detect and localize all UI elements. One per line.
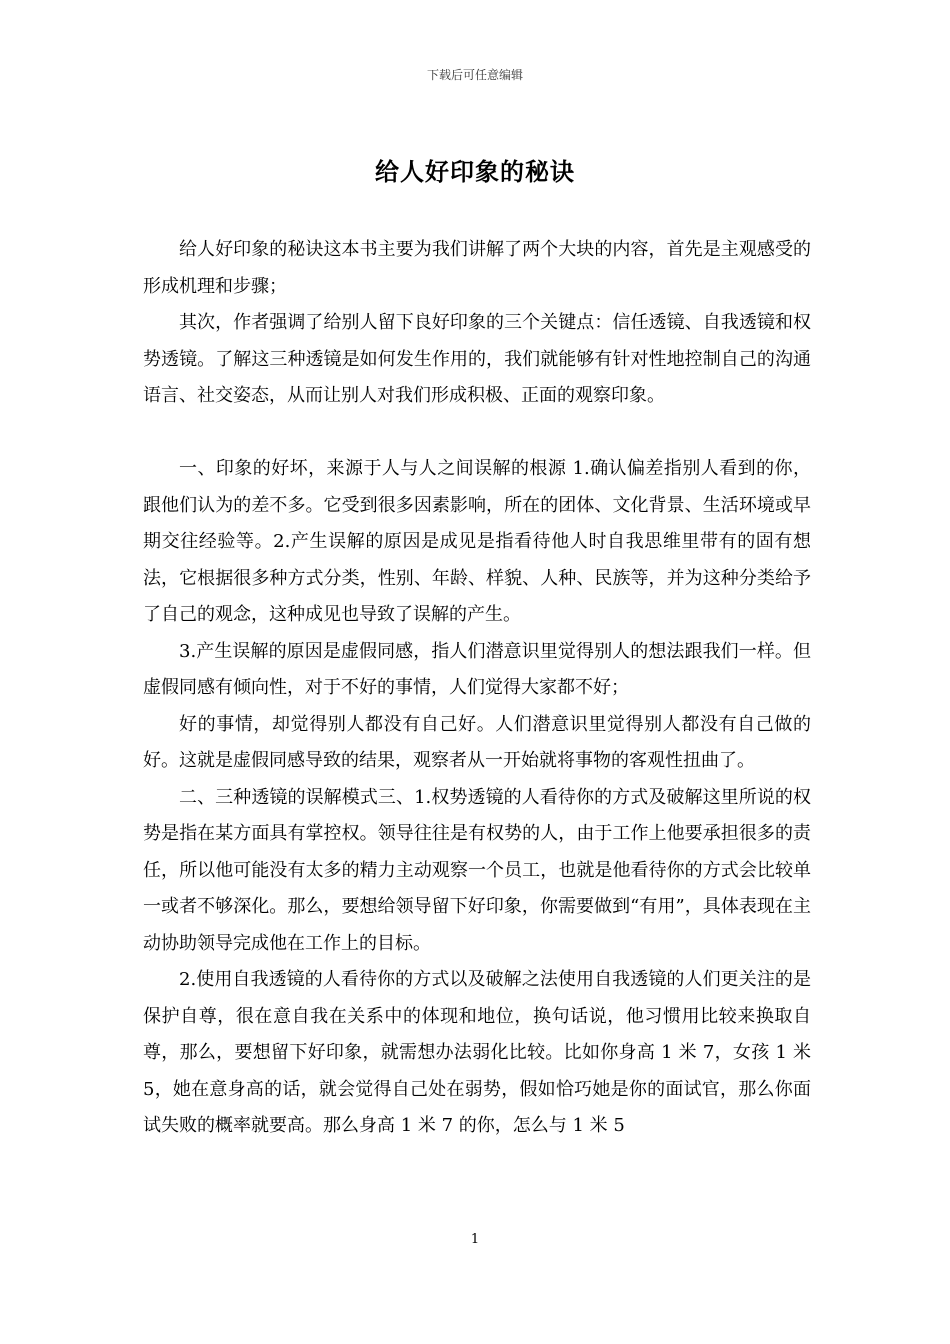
paragraph: 2.使用自我透镜的人看待你的方式以及破解之法使用自我透镜的人们更关注的是保护自尊，很在意自我在关系中的体现和地位，换句话说，他习惯用比较来换取自尊，那么，要想留下好印象，就需想办法弱化比较。比如你身高 1 米 7，女孩 1 米 5，她在意身高的话，就会觉得自己处在弱势，假如恰巧她是你的面试官，那么你面试失败的概率就要高。那么身高 1 米 7 的你，怎么与 1 米 5 [143,969,811,1136]
paragraph: 给人好印象的秘诀这本书主要为我们讲解了两个大块的内容，首先是主观感受的形成机理和步骤； [143,239,811,297]
page-header-note: 下载后可任意编辑 [426,68,523,82]
paragraph: 3.产生误解的原因是虚假同感，指人们潜意识里觉得别人的想法跟我们一样。但虚假同感有倾向性，对于不好的事情，人们觉得大家都不好； [143,640,811,698]
page-number: 1 [470,1232,480,1247]
paragraph: 二、三种透镜的误解模式三、1.权势透镜的人看待你的方式及破解这里所说的权势是指在某方面具有掌控权。领导往往是有权势的人，由于工作上他要承担很多的责任，所以他可能没有太多的精力主动观察一个员工，也就是他看待你的方式会比较单一或者不够深化。那么，要想给领导留下好印象，你需要做到“有用”，具体表现在主动协助领导完成他在工作上的目标。 [143,786,811,954]
paragraph-spacer [143,415,811,452]
paragraph: 一、印象的好坏，来源于人与人之间误解的根源 1.确认偏差指别人看到的你，跟他们认为的差不多。它受到很多因素影响，所在的团体、文化背景、生活环境或早期交往经验等。2.产生误解的原因是成见是指看待他人时自我思维里带有的固有想法，它根据很多种方式分类，性别、年龄、样貌、人种、民族等，并为这种分类给予了自己的观念，这种成见也导致了误解的产生。 [143,458,811,625]
document-title: 给人好印象的秘诀 [375,158,575,186]
paragraph: 其次，作者强调了给别人留下良好印象的三个关键点：信任透镜、自我透镜和权势透镜。了解这三种透镜是如何发生作用的，我们就能够有针对性地控制自己的沟通语言、社交姿态，从而让别人对我们形成积极、正面的观察印象。 [143,312,811,406]
paragraph: 好的事情，却觉得别人都没有自己好。人们潜意识里觉得别人都没有自己做的好。这就是虚假同感导致的结果，观察者从一开始就将事物的客观性扭曲了。 [143,713,811,771]
document-body [143,232,811,1145]
